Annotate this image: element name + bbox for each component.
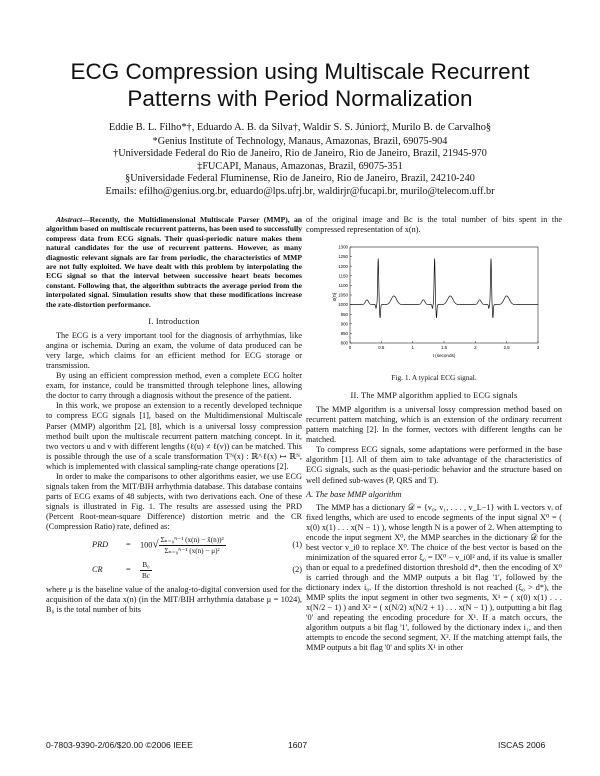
- abstract: [46, 215, 302, 309]
- affiliation-4: §Universidade Federal Fluminense, Rio de Janeiro, Rio de Janeiro, Brazil, 24210-240: [125, 173, 475, 185]
- right-column: [306, 215, 562, 653]
- y-tick-label: 800: [340, 340, 348, 346]
- eq1-rhs: [140, 535, 226, 556]
- subsection-heading-base-mmp: A. The base MMP algorithm: [306, 489, 402, 499]
- eq2-rhs: [140, 560, 152, 581]
- ecg-series-line: [350, 259, 538, 318]
- figure-caption: Fig. 1. A typical ECG signal.: [391, 373, 477, 383]
- y-tick-label: 1050: [338, 292, 348, 298]
- eq2-equals: =: [126, 565, 131, 575]
- left-column: [46, 215, 302, 615]
- eq2-numerator: B₀: [140, 560, 152, 571]
- x-tick-label: 3: [536, 345, 540, 351]
- mmp-paragraph-3: The MMP has a dictionary 𝒟 = {v₀, v₁, . . . , v_L−1} with L vectors vᵢ of fixed lengths, which are used to encode segments of the input signal X⁰ = ( x(0) x(1) . . . x(N − 1) ), whose length N is a power of 2. When attempting to encode the input segment X⁰, the MMP searches in the dictionary 𝒟 for the best vector v_i0 to replace X⁰. The choice of the best vector is based on the minimization of the squared error ξ₀ = ‖X⁰ − v_i0‖² and, if its value is smaller than or equal to a predefined distortion threshold d*, then the encoding of X⁰ is carried through and the MMP outputs a bit flag '1', followed by the dictionary index i₀. If the distortion threshold is not reached (ξ₀ > d*), the MMP splits the input segment in other two segments, X¹ = ( x(0) x(1) . . . x(N/2 − 1) ) and X² = ( x(N/2) x(N/2 + 1) . . . x(N − 1) ), outputting a bit flag '0' and repeating the encoding procedure for X¹. If a match occurs, the algorithm outputs a bit flag '1', followed by the dictionary index i₁, and then attempts to encode the second segment, X². If the matching attempt fails, the MMP outputs a bit flag '0' and splits X¹ in other: [306, 502, 562, 653]
- y-tick-label: 1250: [338, 254, 348, 260]
- right-paragraph-0: of the original image and Bc is the total number of bits spent in the compressed representation of x(n).: [306, 215, 562, 235]
- y-tick-label: 1100: [338, 283, 348, 289]
- mmp-paragraph-1: The MMP algorithm is a universal lossy compression method based on recurrent pattern matching, which is an extension of the ordinary recurrent pattern matching [2]. In the former, vectors with different lengths can be matched.: [306, 405, 562, 445]
- author-emails: Emails: efilho@genius.org.br, eduardo@lps.ufrj.br, waldirjr@fucapi.br, murilo@telecom.uff.br: [105, 185, 495, 197]
- affiliation-3: ‡FUCAPI, Manaus, Amazonas, Brazil, 69075-351: [197, 160, 403, 172]
- mmp-paragraph-2: To compress ECG signals, some adaptations were performed in the base algorithm [1]. All of them aim to take advantage of the characteristics of ECG signals, such as the quasi-periodic behavior and the structure based on well defined sub-waves (P, QRS and T).: [306, 445, 562, 485]
- y-tick-label: 850: [340, 331, 348, 337]
- x-tick-label: 0: [348, 345, 352, 351]
- author-block: [30, 122, 570, 199]
- eq1-prefix: 100: [140, 540, 153, 550]
- eq1-equals: =: [126, 540, 131, 550]
- abstract-text: —Recently, the Multidimensional Multiscale Parser (MMP), an algorithm based on multiscale recurrent patterns, has been used to successfully compress data from ECG signals. Their quasi-periodic nature makes them natural candidates for the use of recurrent patterns. However, as many diagnostic relevant signals are far from periodic, the characteristics of MMP are not fully exploited. We have dealt with this problem by interpolating the ECG signal so that the interval between successive heart beats becomes constant. Following that, the algorithm subtracts the average period from the interpolated signal. Simulation results show that these modifications increase the rate-distortion performance.: [46, 215, 302, 309]
- y-tick-label: 950: [340, 311, 348, 317]
- x-tick-label: 1: [411, 345, 414, 351]
- y-axis-label: x(n): [332, 292, 338, 302]
- intro-paragraph-4: In order to make the comparisons to other algorithms easier, we use ECG signals taken from the MIT/BIH arrhythmia database. This database contains parts of ECG exams of 48 subjects, with two derivations each. One of these signals is illustrated in Fig. 1. The results are assessed using the PRD (Percent Root-mean-square Difference) distortion metric and the CR (Compression Ratio) rate, defined as:: [46, 471, 302, 531]
- section-heading-introduction: I. Introduction: [148, 317, 200, 327]
- author-names: Eddie B. L. Filho*†, Eduardo A. B. da Silva†, Waldir S. S. Júnior‡, Murilo B. de Carvalho§: [108, 122, 492, 133]
- ecg-chart: [306, 241, 562, 369]
- intro-paragraph-3: In this work, we propose an extension to a recently developed technique to compress ECG signals [1], based on the Multidimensional Multiscale Parser (MMP) algorithm [2], [8], which is a universal lossy compression method built upon the multiscale recurrent pattern matching concept. In it, two vectors u and v with different lengths (ℓ(u) ≠ ℓ(v)) can be matched. This is possible through the use of a scale transformation Tᴺ(x) : ℝ^ℓ(x) ↦ ℝᴺ, which is implemented with classical sampling-rate change operations [2].: [46, 401, 302, 471]
- intro-paragraph-5: where μ is the baseline value of the analog-to-digital conversion used for the acquisition of the data x(n) (in the MIT/BIH arrhythmia database μ = 1024), B₀ is the total number of bits: [46, 585, 302, 615]
- x-tick-label: 1.5: [440, 345, 448, 351]
- title-line-1: ECG Compression using Multiscale Recurrent: [70, 59, 530, 84]
- x-tick-label: 0.5: [378, 345, 385, 351]
- x-tick-label: 2.5: [503, 345, 510, 351]
- footer-isbn: 0-7803-9390-2/06/$20.00 ©2006 IEEE: [46, 740, 193, 750]
- x-ticks: [349, 341, 540, 350]
- affiliation-2: †Universidade Federal do Rio de Janeiro, Rio de Janeiro, Rio de Janeiro, Brazil, 21945-970: [113, 148, 487, 160]
- equation-prd: [46, 535, 302, 557]
- y-tick-label: 1000: [338, 302, 348, 308]
- y-tick-label: 1300: [338, 244, 348, 250]
- intro-paragraph-1: The ECG is a very important tool for the diagnosis of arrhythmias, like angina or ischemia. During an exam, the volume of data produced can be very large, which claims for an efficient method for ECG storage or transmission.: [46, 331, 302, 371]
- eq1-number: (1): [292, 540, 302, 550]
- footer-venue: ISCAS 2006: [498, 740, 546, 750]
- eq1-lhs: PRD: [92, 540, 109, 550]
- intro-paragraph-2: By using an efficient compression method, even a complete ECG holter exam, for instance, could be transmitted through telephone lines, allowing the doctor to carry through a diagnosis without the presence of the patient.: [46, 371, 302, 401]
- ecg-figure: [306, 241, 562, 369]
- y-tick-label: 1200: [338, 263, 348, 269]
- abstract-label: Abstract: [56, 215, 83, 224]
- title-line-2: Patterns with Period Normalization: [127, 86, 473, 111]
- section-heading-mmp: II. The MMP algorithm applied to ECG signals: [350, 391, 518, 401]
- eq1-numerator: Σₙ₌₀ᴺ⁻¹ (x(n) − x̂(n))²: [159, 535, 226, 546]
- eq2-denominator: Bc: [142, 572, 150, 581]
- equation-cr: [46, 560, 302, 582]
- eq2-lhs: CR: [92, 565, 103, 575]
- affiliation-1: *Genius Institute of Technology, Manaus, Amazonas, Brazil, 69075-904: [152, 135, 448, 147]
- footer-page-number: 1607: [288, 740, 308, 750]
- eq1-fraction: [159, 535, 226, 556]
- eq1-denominator: Σₙ₌₀ᴺ⁻¹ (x(n) − μ)²: [164, 547, 220, 556]
- eq2-fraction: [140, 560, 152, 581]
- y-tick-label: 900: [340, 321, 348, 327]
- paper-title: [40, 58, 560, 112]
- eq2-number: (2): [292, 565, 302, 575]
- x-tick-label: 2: [474, 345, 477, 351]
- sqrt-icon: √: [152, 538, 159, 551]
- y-tick-label: 1150: [338, 273, 348, 279]
- x-axis-label: t (seconds): [432, 353, 456, 359]
